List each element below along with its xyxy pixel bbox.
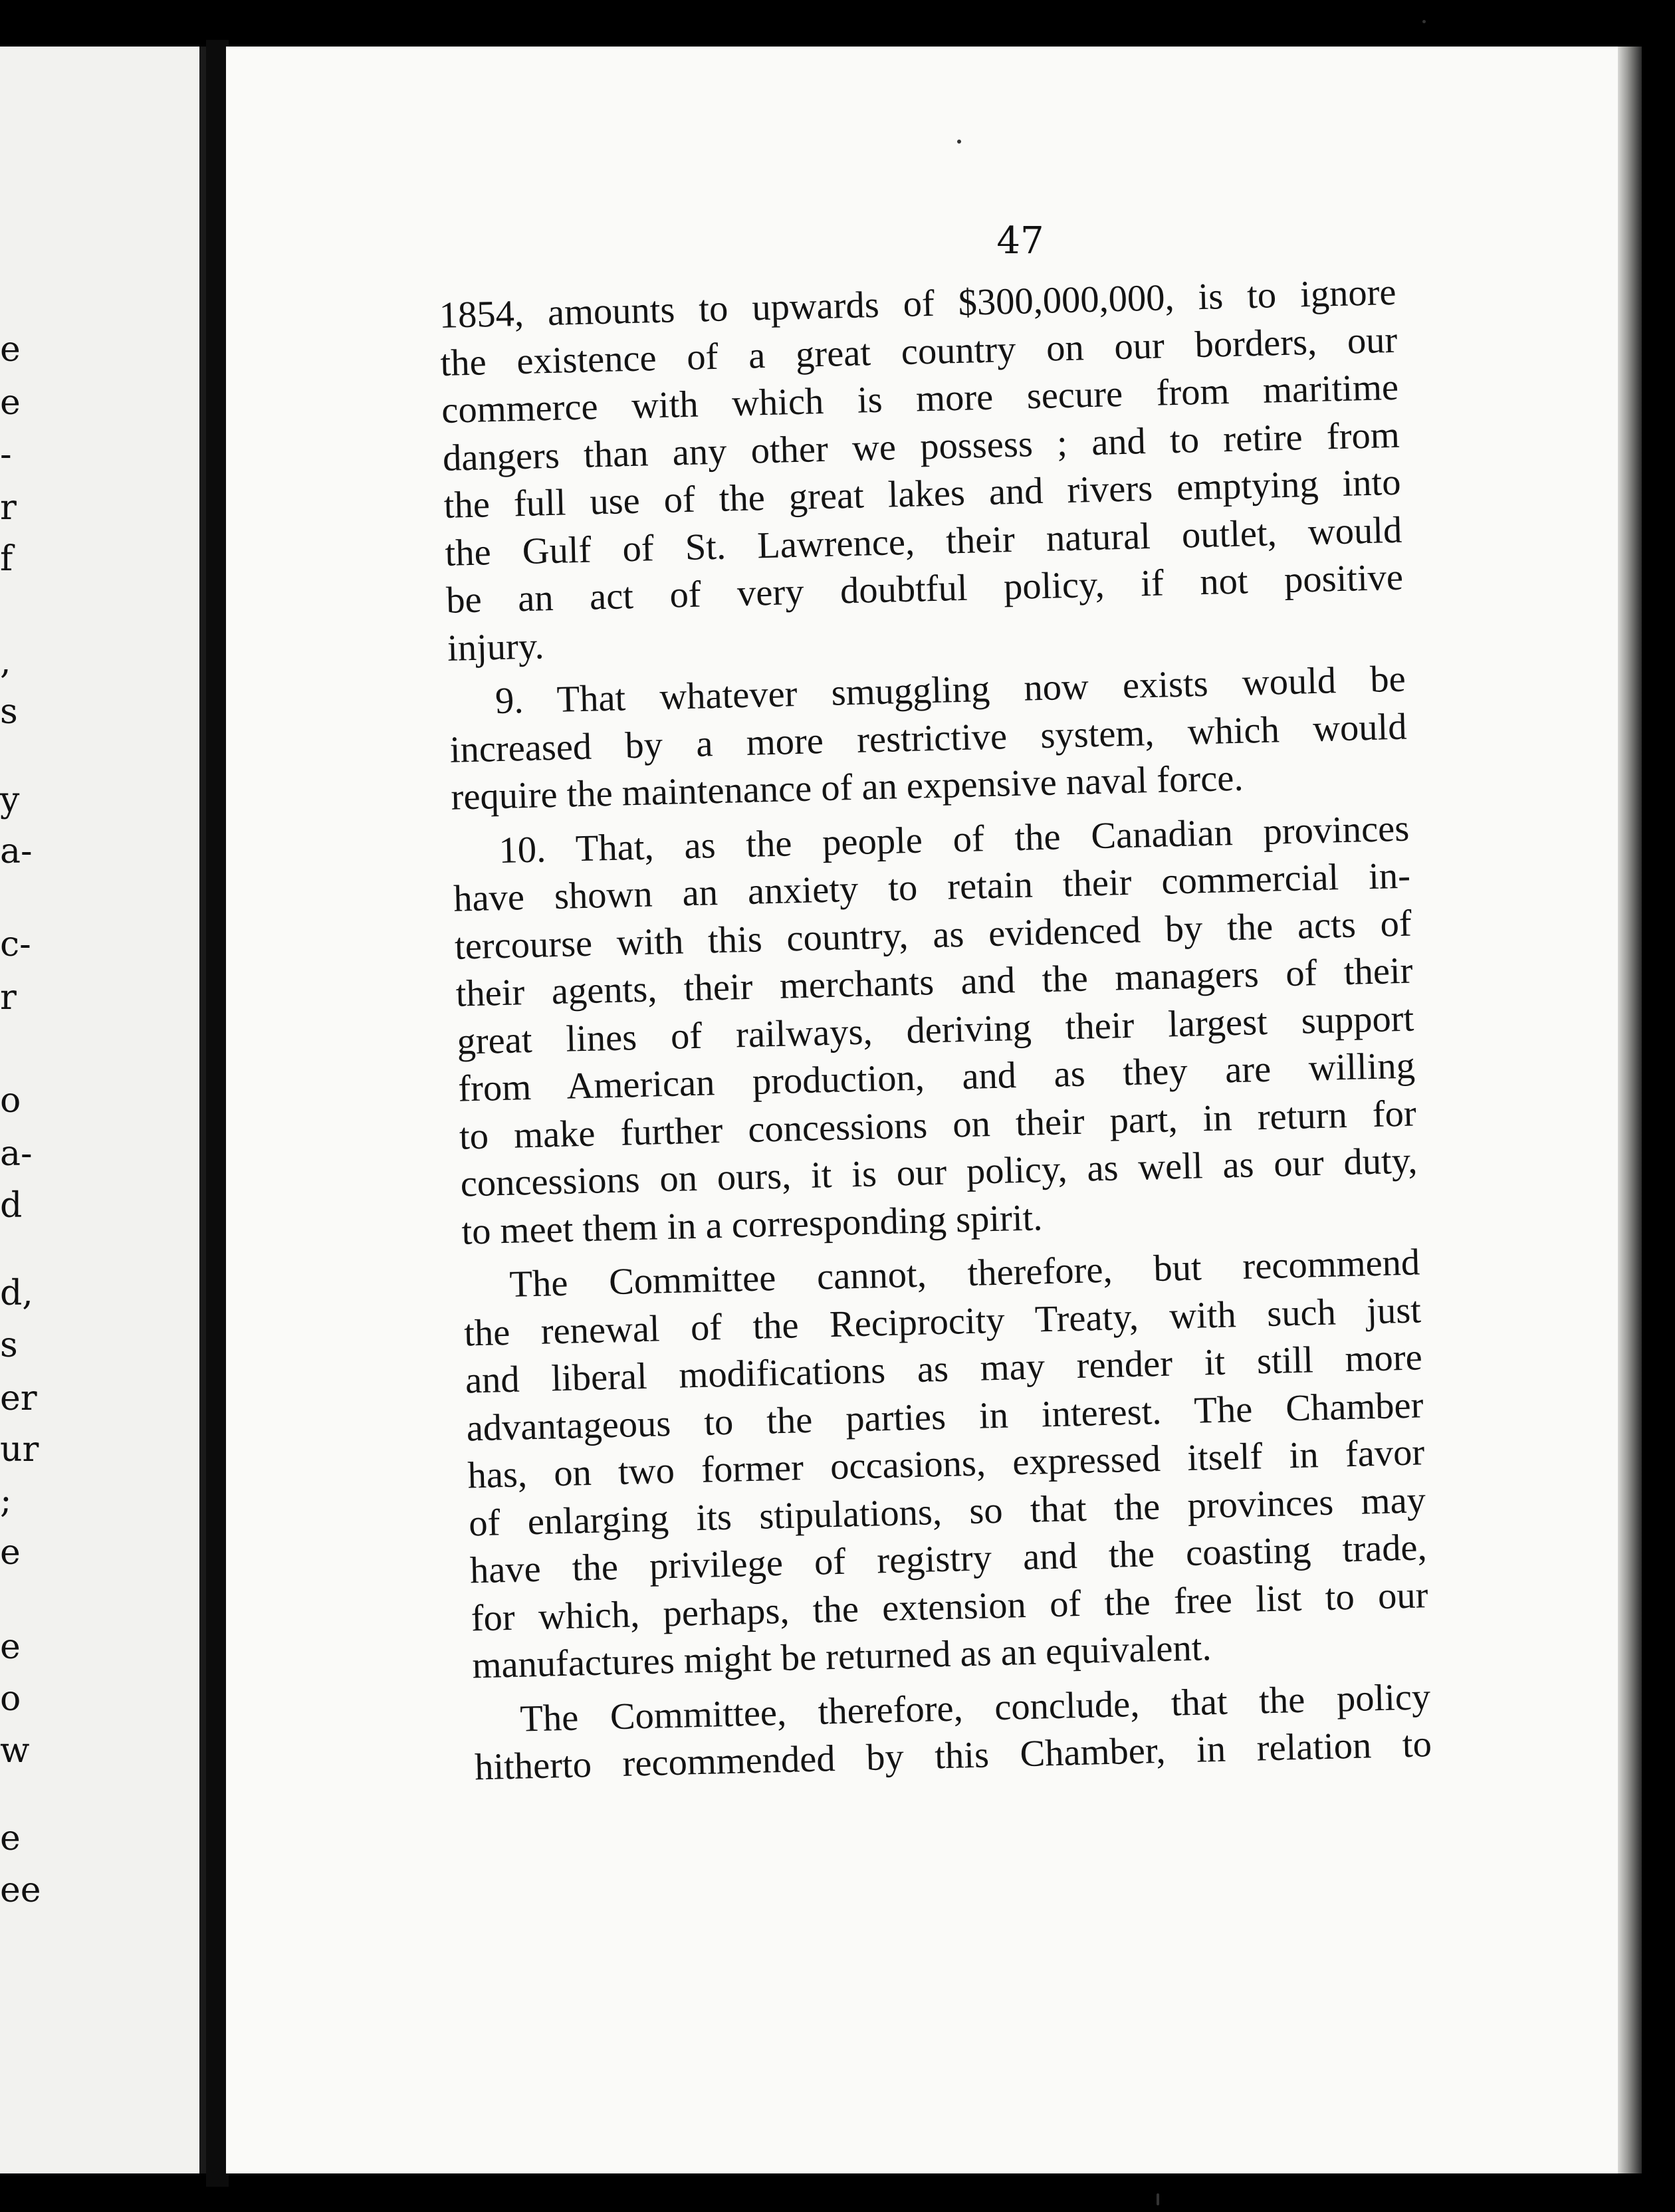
text-line: injury. — [447, 625, 545, 669]
text-line: has, on two former occasions, expressed itself in favor — [467, 1432, 1425, 1497]
page-body-text — [439, 269, 1432, 1792]
page-number: 47 — [996, 219, 1044, 263]
right-page-edge — [1618, 47, 1642, 2173]
text-line: 9. That whatever smuggling now exists would be — [495, 658, 1406, 722]
text-line: require the maintenance of an expensive naval force. — [450, 757, 1244, 818]
text-line: dangers than any other we possess ; and to retire from — [442, 414, 1400, 479]
paper-speck — [957, 140, 961, 144]
text-line: and liberal modifications as may render it still more — [465, 1337, 1423, 1402]
margin-fragment: r — [0, 978, 17, 1018]
margin-fragment: - — [0, 435, 12, 475]
text-line: the renewal of the Reciprocity Treaty, with such just — [463, 1289, 1422, 1355]
text-line: 1854, amounts to upwards of $300,000,000, is to ignore — [439, 271, 1397, 336]
right-page — [226, 47, 1642, 2173]
margin-fragment: c- — [0, 925, 31, 964]
text-line: for which, perhaps, the extension of the free list to our — [470, 1574, 1429, 1639]
text-line: the full use of the great lakes and rivers emptying into — [443, 461, 1402, 526]
margin-fragment: e — [0, 330, 21, 370]
margin-fragment: w — [0, 1731, 30, 1771]
paragraph-item-10 — [452, 805, 1419, 1256]
margin-fragment: ee — [0, 1870, 41, 1910]
text-line: hitherto recommended by this Chamber, in relation to — [474, 1723, 1432, 1789]
margin-fragment: ; — [0, 1481, 12, 1521]
text-line: The Committee, therefore, conclude, that the policy — [519, 1676, 1431, 1740]
margin-fragment: e — [0, 1533, 21, 1573]
margin-fragment: e — [0, 383, 21, 423]
book-gutter — [206, 40, 229, 2187]
text-line: concessions on ours, it is our policy, as well as our duty, — [460, 1140, 1418, 1205]
paper-speck — [1422, 20, 1426, 23]
text-line: great lines of railways, deriving their largest support — [456, 997, 1414, 1063]
paragraph-continuation — [439, 269, 1405, 673]
text-line: 10. That, as the people of the Canadian provinces — [498, 808, 1410, 871]
paragraph-item-9 — [448, 656, 1408, 822]
text-line: have the privilege of registry and the coasting trade, — [469, 1527, 1428, 1592]
left-page-edge — [199, 47, 206, 2173]
margin-fragment: d — [0, 1186, 23, 1226]
text-line: their agents, their merchants and the managers of their — [455, 950, 1414, 1015]
text-line: tercourse with this country, as evidenced by the acts of — [454, 903, 1412, 968]
margin-fragment: a- — [0, 1134, 33, 1174]
margin-fragment: s — [0, 692, 18, 732]
margin-fragment: o — [0, 1679, 21, 1719]
text-line: the existence of a great country on our borders, our — [439, 319, 1398, 384]
margin-fragment: e — [0, 1627, 21, 1667]
text-line: be an act of very doubtful policy, if not positive — [445, 556, 1404, 621]
text-line: manufactures might be returned as an equivalent. — [471, 1627, 1212, 1687]
margin-fragment: a- — [0, 831, 33, 871]
paper-speck — [1157, 2193, 1159, 2205]
margin-fragment: e — [0, 1819, 21, 1858]
margin-fragment: d, — [0, 1273, 33, 1313]
text-line: from American production, and as they are willing — [457, 1045, 1416, 1110]
margin-fragment: ur — [0, 1430, 39, 1470]
margin-fragment: s — [0, 1325, 18, 1365]
text-line: to meet them in a corresponding spirit. — [461, 1196, 1044, 1253]
paragraph-recommendation — [463, 1239, 1430, 1690]
text-line: increased by a more restrictive system, which would — [449, 706, 1408, 771]
text-line: The Committee cannot, therefore, but recommend — [508, 1242, 1420, 1305]
margin-fragment: r — [0, 488, 17, 528]
text-line: the Gulf of St. Lawrence, their natural outlet, would — [444, 509, 1402, 574]
margin-fragment: o — [0, 1081, 21, 1121]
margin-fragment: er — [0, 1379, 37, 1418]
text-line: to make further concessions on their part, in return for — [459, 1092, 1417, 1158]
margin-fragment: y — [0, 780, 20, 820]
margin-fragment: , — [0, 642, 11, 682]
text-line: of enlarging its stipulations, so that the provinces may — [468, 1479, 1426, 1544]
text-line: advantageous to the parties in interest. The Chamber — [466, 1384, 1424, 1449]
left-page — [0, 47, 206, 2173]
text-line: commerce with which is more secure from maritime — [441, 366, 1399, 431]
margin-fragment: f — [0, 539, 13, 579]
left-page-margin-fragments — [0, 47, 206, 2173]
text-line: have shown an anxiety to retain their commercial in- — [453, 855, 1411, 920]
